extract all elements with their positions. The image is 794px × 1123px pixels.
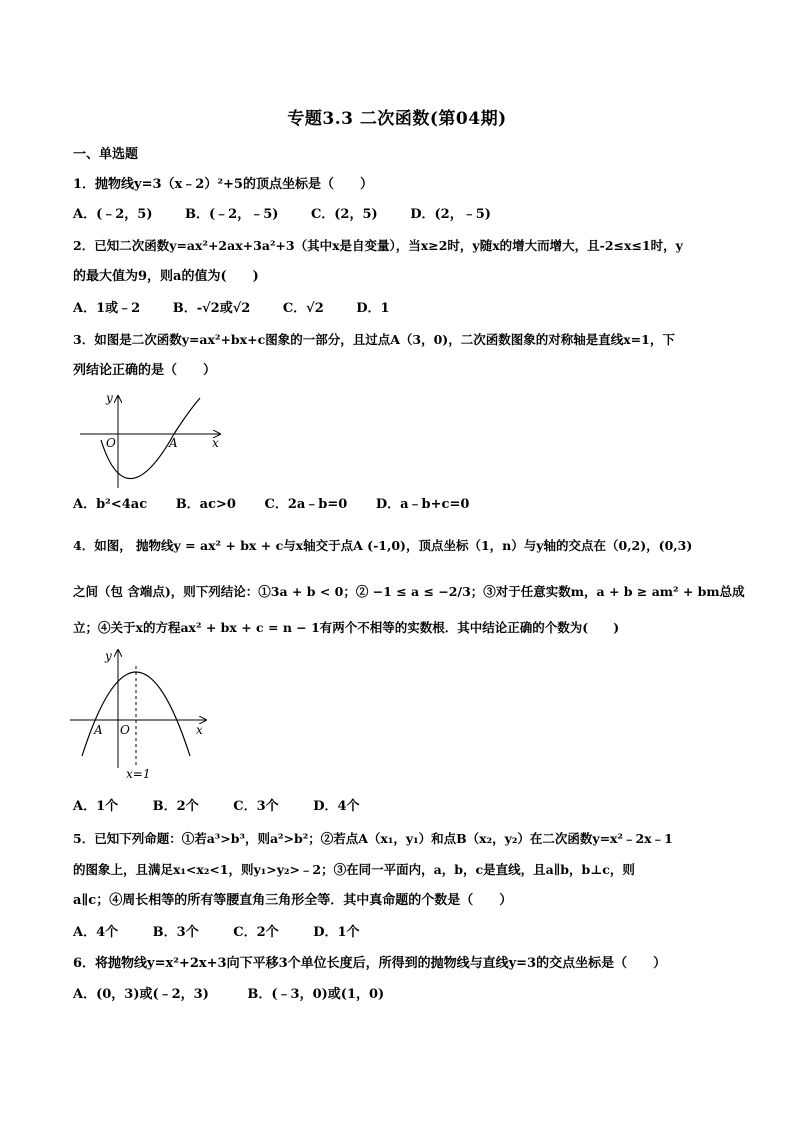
option-d: D．1个: [313, 925, 360, 940]
option-a: A．b²<4ac: [73, 497, 148, 512]
point-a-label: A: [169, 436, 178, 450]
question-3-figure: [76, 392, 226, 492]
y-label: y: [106, 392, 113, 405]
section-heading: 一、单选题: [73, 147, 139, 162]
option-c: C．√2: [282, 301, 324, 316]
question-3-options: [73, 497, 497, 513]
option-a: A．1或﹣2: [73, 301, 141, 316]
option-b: B．(﹣3，0)或(1，0): [247, 987, 385, 1002]
question-4-line-1: 4．如图， 抛物线y = ax² + bx + c与x轴交于点A (-1,0)，顶点坐标（1，n）与y轴的交点在（0,2)，(0,3): [73, 538, 693, 553]
question-5-options: [73, 925, 388, 941]
x-label: x: [196, 723, 203, 737]
option-a: A．4个: [73, 925, 119, 940]
point-a-label: A: [94, 723, 103, 737]
question-2-options: [73, 301, 418, 317]
option-b: B．(﹣2，﹣5): [185, 207, 279, 222]
question-2-line-2: 的最大值为9，则a的值为( ): [73, 269, 259, 284]
question-6-options: [73, 987, 412, 1003]
question-5-line-3: a∥c；④周长相等的所有等腰直角三角形全等．其中真命题的个数是（ ）: [73, 893, 513, 908]
question-4-line-2: 之间（包 含端点)，则下列结论：①3a + b < 0；② −1 ≤ a ≤ −2/3；③对于任意实数m，a + b ≥ am² + bm总成: [73, 584, 745, 599]
question-4-options: [73, 799, 388, 815]
question-3-line-2: 列结论正确的是（ ）: [73, 363, 217, 378]
origin-label: O: [106, 436, 116, 450]
question-6-stem: 6．将抛物线y=x²+2x+3向下平移3个单位长度后，所得到的抛物线与直线y=3的交点坐标是（ ）: [73, 956, 667, 971]
option-c: C．3个: [233, 799, 279, 814]
option-a: A．(﹣2，5): [73, 207, 153, 222]
option-c: C．2a﹣b=0: [264, 497, 348, 512]
question-5-line-2: 的图象上，且满足x₁<x₂<1，则y₁>y₂>﹣2；③在同一平面内，a，b，c是直线，且a∥b，b⊥c，则: [73, 862, 635, 877]
question-5-line-1: 5．已知下列命题：①若a³>b³，则a²>b²；②若点A（x₁，y₁）和点B（x₂，y₂）在二次函数y=x²﹣2x﹣1: [73, 831, 673, 846]
parabola-curve: [101, 398, 200, 479]
question-1-stem: 1．抛物线y=3（x﹣2）²+5的顶点坐标是（ ）: [73, 177, 373, 192]
option-a: A．1个: [73, 799, 119, 814]
option-b: B．2个: [152, 799, 199, 814]
origin-label: O: [120, 723, 130, 737]
question-4-figure: [68, 648, 218, 783]
option-b: B．-√2或√2: [172, 301, 251, 316]
question-2-line-1: 2．已知二次函数y=ax²+2ax+3a²+3（其中x是自变量），当x≥2时，y随x的增大而增大，且-2≤x≤1时，y: [73, 238, 683, 253]
question-3-line-1: 3．如图是二次函数y=ax²+bx+c图象的一部分，且过点A（3，0)，二次函数图象的对称轴是直线x=1，下: [73, 332, 675, 347]
option-a: A．(0，3)或(﹣2，3): [73, 987, 209, 1002]
option-c: C．(2，5): [310, 207, 378, 222]
option-d: D．a﹣b+c=0: [375, 497, 470, 512]
axis-label: x=1: [126, 767, 151, 781]
option-b: B．ac>0: [175, 497, 236, 512]
question-4-line-3: 立；④关于x的方程ax² + bx + c = n − 1有两个不相等的实数根．其中结论正确的个数为( ): [73, 620, 620, 635]
option-d: D．1: [356, 301, 390, 316]
option-d: D．4个: [313, 799, 360, 814]
option-c: C．2个: [233, 925, 279, 940]
question-1-options: [73, 207, 519, 223]
x-label: x: [212, 436, 219, 450]
y-label: y: [105, 649, 112, 663]
option-b: B．3个: [152, 925, 199, 940]
page-title: 专题3.3 二次函数(第04期): [287, 109, 507, 129]
option-d: D．(2，﹣5): [410, 207, 491, 222]
